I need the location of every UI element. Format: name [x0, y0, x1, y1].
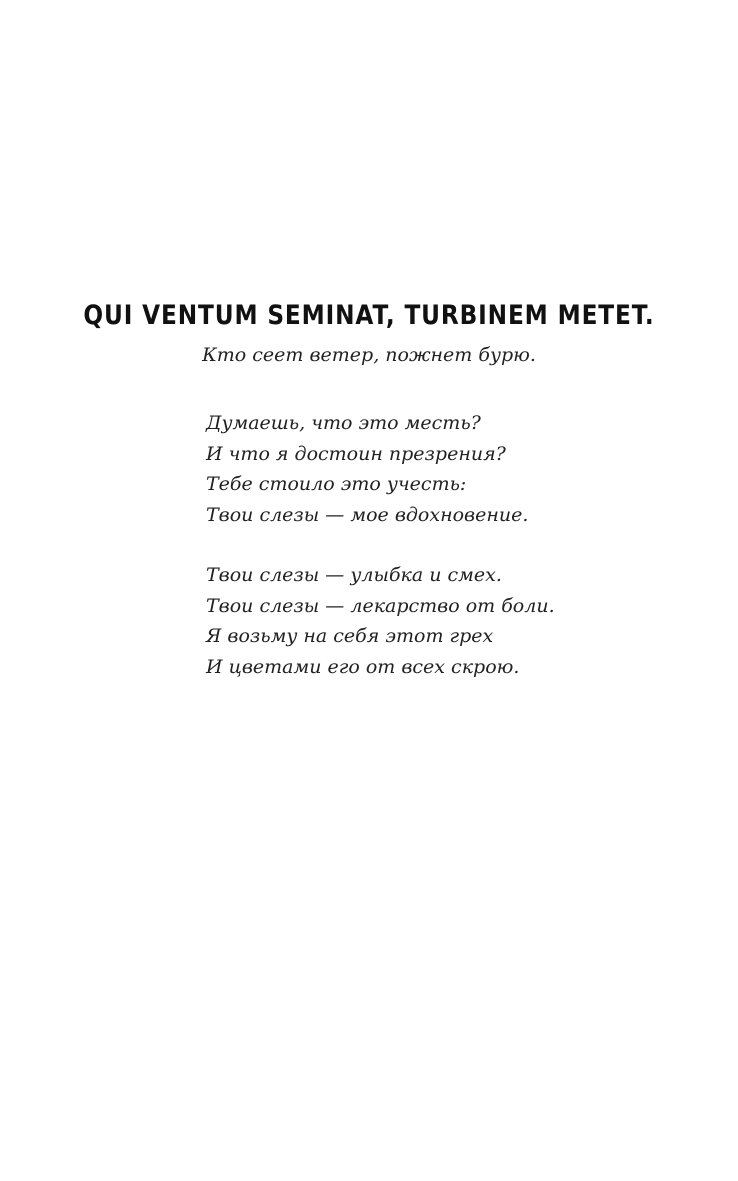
poem: [206, 408, 555, 712]
epigraph-translation: Кто сеет ветер, пожнет бурю.: [202, 344, 536, 366]
poem-stanza: [206, 408, 555, 530]
poem-line: И цветами его от всех скрою.: [206, 655, 520, 678]
poem-line: Твои слезы — мое вдохновение.: [206, 503, 529, 526]
poem-line: Твои слезы — улыбка и смех.: [206, 564, 502, 586]
poem-stanza: [206, 560, 555, 682]
poem-line: Думаешь, что это месть?: [206, 412, 481, 434]
poem-line: И что я достоин презрения?: [206, 442, 506, 465]
poem-line: Я возьму на себя этот грех: [206, 625, 494, 647]
poem-line: Тебе стоило это учесть:: [206, 473, 467, 495]
poem-line: Твои слезы — лекарство от боли.: [206, 594, 555, 617]
epigraph-title: QUI VENTUM SEMINAT, TURBINEM METET.: [83, 300, 655, 331]
